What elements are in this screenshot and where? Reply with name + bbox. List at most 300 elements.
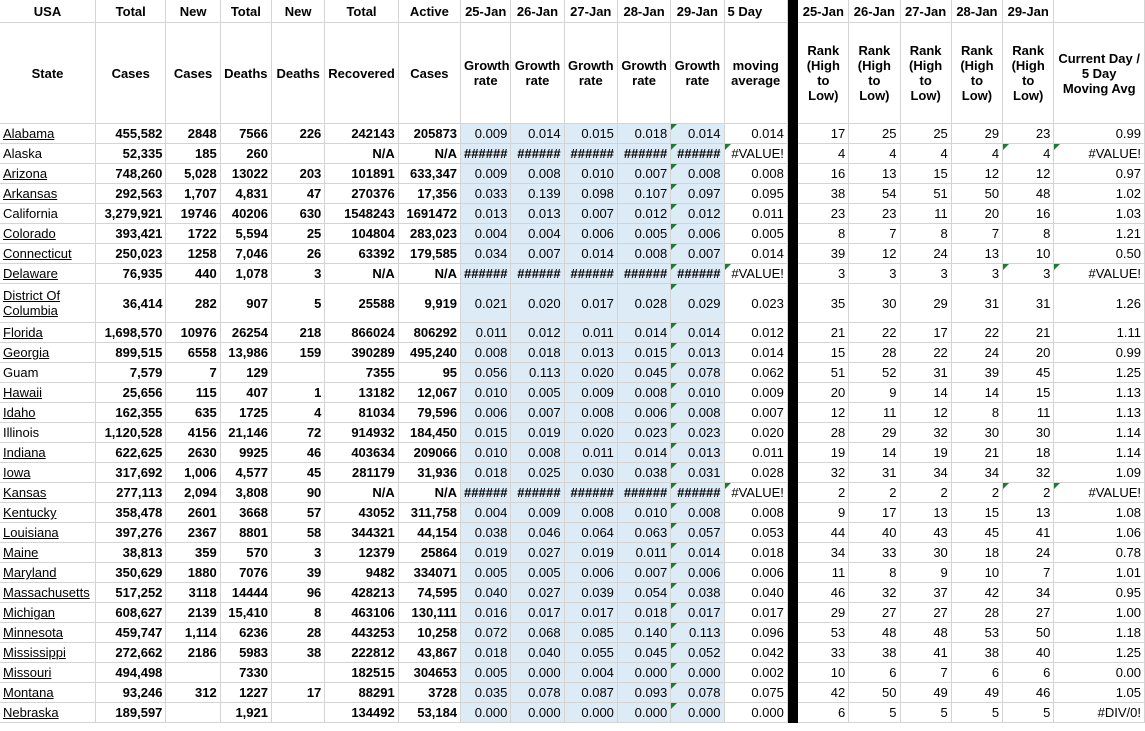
header-cell[interactable]: Growth rate — [617, 23, 670, 124]
data-cell[interactable]: 0.002 — [724, 663, 787, 683]
data-cell[interactable]: 0.014 — [617, 323, 670, 343]
data-cell[interactable]: 312 — [166, 683, 220, 703]
data-cell[interactable]: 1.03 — [1054, 204, 1145, 224]
data-cell[interactable]: 0.007 — [511, 244, 564, 264]
data-cell[interactable]: 1.25 — [1054, 363, 1145, 383]
data-cell[interactable]: #VALUE! — [1054, 264, 1145, 284]
data-cell[interactable]: N/A — [398, 483, 460, 503]
data-cell[interactable]: 25588 — [325, 284, 398, 323]
data-cell[interactable]: 390289 — [325, 343, 398, 363]
data-cell[interactable]: 0.00 — [1054, 663, 1145, 683]
data-cell[interactable]: 0.017 — [511, 603, 564, 623]
state-link[interactable]: Connecticut — [3, 246, 72, 261]
data-cell[interactable]: 7 — [951, 224, 1002, 244]
data-cell[interactable]: 0.005 — [511, 563, 564, 583]
data-cell[interactable]: 63392 — [325, 244, 398, 264]
data-cell[interactable]: 72 — [272, 423, 325, 443]
data-cell[interactable]: 96 — [272, 583, 325, 603]
data-cell[interactable]: 22 — [900, 343, 951, 363]
data-cell[interactable]: 0.031 — [671, 463, 724, 483]
data-cell[interactable]: 0.008 — [564, 503, 617, 523]
data-cell[interactable]: 12 — [1003, 164, 1054, 184]
state-link[interactable]: Georgia — [3, 345, 50, 360]
data-cell[interactable]: 242143 — [325, 124, 398, 144]
data-cell[interactable]: 7,579 — [96, 363, 166, 383]
data-cell[interactable]: 2 — [951, 483, 1002, 503]
header-cell[interactable]: Growth rate — [564, 23, 617, 124]
state-link[interactable]: Hawaii — [3, 385, 43, 400]
data-cell[interactable]: 0.014 — [671, 543, 724, 563]
data-cell[interactable]: 3118 — [166, 583, 220, 603]
data-cell[interactable]: 1,078 — [220, 264, 271, 284]
data-cell[interactable]: 0.008 — [461, 343, 511, 363]
data-cell[interactable]: 1691472 — [398, 204, 460, 224]
data-cell[interactable]: 0.013 — [671, 443, 724, 463]
data-cell[interactable]: 6 — [798, 703, 848, 723]
data-cell[interactable]: 311,758 — [398, 503, 460, 523]
data-cell[interactable]: 5 — [272, 284, 325, 323]
state-link[interactable]: Maine — [3, 545, 39, 560]
data-cell[interactable]: 0.025 — [511, 463, 564, 483]
data-cell[interactable]: 5,028 — [166, 164, 220, 184]
data-cell[interactable]: 0.013 — [564, 343, 617, 363]
data-cell[interactable]: 0.096 — [724, 623, 787, 643]
data-cell[interactable]: 34 — [900, 463, 951, 483]
data-cell[interactable]: ###### — [564, 144, 617, 164]
data-cell[interactable]: 27 — [849, 603, 900, 623]
data-cell[interactable]: 95 — [398, 363, 460, 383]
state-cell[interactable] — [0, 224, 96, 244]
data-cell[interactable]: 0.019 — [461, 543, 511, 563]
data-cell[interactable]: 1.14 — [1054, 423, 1145, 443]
data-cell[interactable]: 3 — [272, 264, 325, 284]
data-cell[interactable]: 2 — [798, 483, 848, 503]
data-cell[interactable] — [272, 663, 325, 683]
data-cell[interactable]: 12,067 — [398, 383, 460, 403]
data-cell[interactable]: 443253 — [325, 623, 398, 643]
data-cell[interactable]: 189,597 — [96, 703, 166, 723]
data-cell[interactable]: 334071 — [398, 563, 460, 583]
data-cell[interactable]: 10,258 — [398, 623, 460, 643]
data-cell[interactable]: 31 — [849, 463, 900, 483]
data-cell[interactable]: 272,662 — [96, 643, 166, 663]
data-cell[interactable]: ###### — [617, 264, 670, 284]
data-cell[interactable]: 6 — [1003, 663, 1054, 683]
data-cell[interactable]: 5983 — [220, 643, 271, 663]
data-cell[interactable]: 50 — [849, 683, 900, 703]
data-cell[interactable]: 0.042 — [724, 643, 787, 663]
data-cell[interactable]: 0.097 — [671, 184, 724, 204]
data-cell[interactable]: 50 — [951, 184, 1002, 204]
data-cell[interactable]: 0.019 — [511, 423, 564, 443]
data-cell[interactable]: 0.005 — [617, 224, 670, 244]
data-cell[interactable]: ###### — [461, 264, 511, 284]
data-cell[interactable]: 134492 — [325, 703, 398, 723]
data-cell[interactable]: 0.034 — [461, 244, 511, 264]
data-cell[interactable]: 0.014 — [671, 124, 724, 144]
data-cell[interactable]: 35 — [798, 284, 848, 323]
state-cell[interactable] — [0, 623, 96, 643]
data-cell[interactable]: 0.027 — [511, 583, 564, 603]
data-cell[interactable]: 0.005 — [511, 383, 564, 403]
header-cell[interactable]: Rank (High to Low) — [900, 23, 951, 124]
data-cell[interactable]: 9925 — [220, 443, 271, 463]
data-cell[interactable]: 4 — [1003, 144, 1054, 164]
data-cell[interactable]: 0.011 — [564, 443, 617, 463]
data-cell[interactable]: 23 — [798, 204, 848, 224]
data-cell[interactable] — [166, 703, 220, 723]
state-cell[interactable] — [0, 403, 96, 423]
data-cell[interactable]: 21 — [951, 443, 1002, 463]
data-cell[interactable]: 0.004 — [461, 224, 511, 244]
data-cell[interactable]: 3 — [272, 543, 325, 563]
data-cell[interactable]: 1.13 — [1054, 383, 1145, 403]
data-cell[interactable]: 0.000 — [511, 663, 564, 683]
data-cell[interactable]: 0.011 — [461, 323, 511, 343]
data-cell[interactable]: 3 — [798, 264, 848, 284]
data-cell[interactable]: 5 — [951, 703, 1002, 723]
header-cell[interactable]: 5 Day — [724, 0, 787, 23]
state-cell[interactable] — [0, 563, 96, 583]
state-cell[interactable] — [0, 463, 96, 483]
data-cell[interactable]: 31 — [951, 284, 1002, 323]
data-cell[interactable]: 9482 — [325, 563, 398, 583]
data-cell[interactable]: 0.028 — [724, 463, 787, 483]
data-cell[interactable]: 0.038 — [461, 523, 511, 543]
data-cell[interactable]: 0.013 — [461, 204, 511, 224]
data-cell[interactable]: 2601 — [166, 503, 220, 523]
header-cell[interactable]: New — [272, 0, 325, 23]
data-cell[interactable]: 54 — [849, 184, 900, 204]
data-cell[interactable]: ###### — [564, 264, 617, 284]
header-cell[interactable]: Growth rate — [511, 23, 564, 124]
data-cell[interactable]: 1.08 — [1054, 503, 1145, 523]
data-cell[interactable]: 0.052 — [671, 643, 724, 663]
data-cell[interactable]: 4 — [272, 403, 325, 423]
data-cell[interactable]: 101891 — [325, 164, 398, 184]
data-cell[interactable]: 1258 — [166, 244, 220, 264]
header-cell[interactable]: Deaths — [220, 23, 271, 124]
data-cell[interactable]: 1.18 — [1054, 623, 1145, 643]
header-cell[interactable]: moving average — [724, 23, 787, 124]
data-cell[interactable]: 23 — [849, 204, 900, 224]
data-cell[interactable]: ###### — [617, 144, 670, 164]
data-cell[interactable]: 25864 — [398, 543, 460, 563]
data-cell[interactable]: ###### — [671, 144, 724, 164]
data-cell[interactable]: 0.056 — [461, 363, 511, 383]
state-cell[interactable] — [0, 184, 96, 204]
data-cell[interactable]: 0.014 — [511, 124, 564, 144]
data-cell[interactable]: 0.008 — [617, 383, 670, 403]
data-cell[interactable]: 3668 — [220, 503, 271, 523]
data-cell[interactable]: 0.113 — [671, 623, 724, 643]
header-cell[interactable]: New — [166, 0, 220, 23]
data-cell[interactable]: 93,246 — [96, 683, 166, 703]
data-cell[interactable]: 899,515 — [96, 343, 166, 363]
data-cell[interactable]: 23 — [1003, 124, 1054, 144]
data-cell[interactable]: 0.020 — [564, 363, 617, 383]
state-cell[interactable] — [0, 643, 96, 663]
data-cell[interactable]: #VALUE! — [1054, 483, 1145, 503]
data-cell[interactable]: 6 — [951, 663, 1002, 683]
data-cell[interactable]: 1722 — [166, 224, 220, 244]
data-cell[interactable]: 0.014 — [724, 244, 787, 264]
data-cell[interactable]: 494,498 — [96, 663, 166, 683]
data-cell[interactable]: 11 — [798, 563, 848, 583]
data-cell[interactable]: 58 — [272, 523, 325, 543]
data-cell[interactable]: 13182 — [325, 383, 398, 403]
data-cell[interactable]: 0.021 — [461, 284, 511, 323]
data-cell[interactable]: 18 — [951, 543, 1002, 563]
state-cell[interactable] — [0, 663, 96, 683]
data-cell[interactable]: 570 — [220, 543, 271, 563]
data-cell[interactable]: 0.023 — [617, 423, 670, 443]
data-cell[interactable]: 1.14 — [1054, 443, 1145, 463]
data-cell[interactable]: 428213 — [325, 583, 398, 603]
data-cell[interactable]: 0.008 — [724, 164, 787, 184]
header-cell[interactable]: Total — [220, 0, 271, 23]
data-cell[interactable]: N/A — [325, 144, 398, 164]
data-cell[interactable]: 17 — [849, 503, 900, 523]
data-cell[interactable]: 282 — [166, 284, 220, 323]
data-cell[interactable]: 0.006 — [617, 403, 670, 423]
data-cell[interactable]: 53 — [951, 623, 1002, 643]
data-cell[interactable]: 7330 — [220, 663, 271, 683]
data-cell[interactable]: 0.014 — [617, 443, 670, 463]
data-cell[interactable]: 0.045 — [617, 643, 670, 663]
data-cell[interactable]: 358,478 — [96, 503, 166, 523]
data-cell[interactable]: 49 — [900, 683, 951, 703]
data-cell[interactable]: 1.09 — [1054, 463, 1145, 483]
data-cell[interactable]: 14 — [849, 443, 900, 463]
header-cell[interactable]: 26-Jan — [849, 0, 900, 23]
data-cell[interactable]: 28 — [951, 603, 1002, 623]
state-cell[interactable] — [0, 543, 96, 563]
data-cell[interactable]: 11 — [900, 204, 951, 224]
data-cell[interactable]: 184,450 — [398, 423, 460, 443]
data-cell[interactable]: #VALUE! — [724, 144, 787, 164]
data-cell[interactable]: 495,240 — [398, 343, 460, 363]
data-cell[interactable]: 53 — [798, 623, 848, 643]
data-cell[interactable]: 39 — [798, 244, 848, 264]
data-cell[interactable]: 90 — [272, 483, 325, 503]
header-cell[interactable]: State — [0, 23, 96, 124]
data-cell[interactable]: 0.006 — [724, 563, 787, 583]
data-cell[interactable]: 12 — [798, 403, 848, 423]
data-cell[interactable]: 162,355 — [96, 403, 166, 423]
header-cell[interactable]: Growth rate — [461, 23, 511, 124]
data-cell[interactable]: ###### — [461, 144, 511, 164]
data-cell[interactable]: 633,347 — [398, 164, 460, 184]
header-cell[interactable]: 29-Jan — [1003, 0, 1054, 23]
data-cell[interactable]: ###### — [564, 483, 617, 503]
data-cell[interactable]: 463106 — [325, 603, 398, 623]
data-cell[interactable]: 0.011 — [564, 323, 617, 343]
header-cell[interactable]: Cases — [398, 23, 460, 124]
data-cell[interactable]: 0.011 — [724, 204, 787, 224]
data-cell[interactable]: 0.035 — [461, 683, 511, 703]
data-cell[interactable]: 0.014 — [724, 124, 787, 144]
data-cell[interactable]: 11 — [1003, 403, 1054, 423]
header-cell[interactable]: 27-Jan — [564, 0, 617, 23]
data-cell[interactable]: 12 — [900, 403, 951, 423]
data-cell[interactable]: 13 — [900, 503, 951, 523]
data-cell[interactable]: 0.068 — [511, 623, 564, 643]
header-cell[interactable]: 25-Jan — [461, 0, 511, 23]
state-link[interactable]: Florida — [3, 325, 43, 340]
data-cell[interactable]: 43,867 — [398, 643, 460, 663]
data-cell[interactable]: 25 — [849, 124, 900, 144]
data-cell[interactable]: 51 — [900, 184, 951, 204]
data-cell[interactable]: 748,260 — [96, 164, 166, 184]
data-cell[interactable]: 0.006 — [671, 563, 724, 583]
data-cell[interactable]: 1.21 — [1054, 224, 1145, 244]
data-cell[interactable]: 3 — [900, 264, 951, 284]
header-cell[interactable] — [1054, 0, 1145, 23]
data-cell[interactable]: 34 — [798, 543, 848, 563]
data-cell[interactable]: 1,707 — [166, 184, 220, 204]
data-cell[interactable]: 22 — [849, 323, 900, 343]
data-cell[interactable]: ###### — [617, 483, 670, 503]
data-cell[interactable]: 317,692 — [96, 463, 166, 483]
data-cell[interactable]: 1.26 — [1054, 284, 1145, 323]
data-cell[interactable]: 179,585 — [398, 244, 460, 264]
data-cell[interactable]: 5 — [1003, 703, 1054, 723]
data-cell[interactable]: 0.009 — [511, 503, 564, 523]
data-cell[interactable]: 51 — [798, 363, 848, 383]
header-cell[interactable]: Rank (High to Low) — [951, 23, 1002, 124]
state-link[interactable]: Maryland — [3, 565, 57, 580]
header-cell[interactable]: Total — [96, 0, 166, 23]
state-link[interactable]: Montana — [3, 685, 54, 700]
data-cell[interactable]: 0.007 — [511, 403, 564, 423]
data-cell[interactable]: 0.009 — [461, 164, 511, 184]
state-cell[interactable] — [0, 144, 96, 164]
data-cell[interactable]: 0.010 — [671, 383, 724, 403]
data-cell[interactable]: 0.004 — [511, 224, 564, 244]
data-cell[interactable]: N/A — [398, 264, 460, 284]
state-cell[interactable] — [0, 164, 96, 184]
data-cell[interactable]: 2630 — [166, 443, 220, 463]
data-cell[interactable]: 2 — [849, 483, 900, 503]
data-cell[interactable]: 2 — [1003, 483, 1054, 503]
data-cell[interactable]: 5 — [849, 703, 900, 723]
data-cell[interactable]: 11 — [849, 403, 900, 423]
data-cell[interactable]: 0.075 — [724, 683, 787, 703]
data-cell[interactable]: 25 — [900, 124, 951, 144]
data-cell[interactable]: 10976 — [166, 323, 220, 343]
data-cell[interactable]: 130,111 — [398, 603, 460, 623]
data-cell[interactable]: 9 — [900, 563, 951, 583]
data-cell[interactable]: 129 — [220, 363, 271, 383]
data-cell[interactable]: 1.01 — [1054, 563, 1145, 583]
data-cell[interactable]: 0.014 — [724, 343, 787, 363]
data-cell[interactable]: 0.098 — [564, 184, 617, 204]
data-cell[interactable] — [272, 144, 325, 164]
data-cell[interactable]: 30 — [951, 423, 1002, 443]
data-cell[interactable]: 0.017 — [564, 284, 617, 323]
data-cell[interactable]: 24 — [951, 343, 1002, 363]
header-cell[interactable]: 28-Jan — [617, 0, 670, 23]
data-cell[interactable]: 281179 — [325, 463, 398, 483]
data-cell[interactable]: 250,023 — [96, 244, 166, 264]
data-cell[interactable]: 40 — [849, 523, 900, 543]
state-cell[interactable] — [0, 483, 96, 503]
data-cell[interactable]: 0.007 — [617, 563, 670, 583]
data-cell[interactable]: 0.027 — [511, 543, 564, 563]
data-cell[interactable]: 8 — [272, 603, 325, 623]
data-cell[interactable]: 0.008 — [511, 164, 564, 184]
data-cell[interactable]: 866024 — [325, 323, 398, 343]
data-cell[interactable]: 17 — [900, 323, 951, 343]
data-cell[interactable]: 0.018 — [617, 124, 670, 144]
data-cell[interactable]: 0.014 — [671, 323, 724, 343]
data-cell[interactable]: 31 — [1003, 284, 1054, 323]
data-cell[interactable]: 0.020 — [724, 423, 787, 443]
data-cell[interactable]: 14 — [900, 383, 951, 403]
data-cell[interactable]: 46 — [798, 583, 848, 603]
data-cell[interactable]: 0.008 — [617, 244, 670, 264]
data-cell[interactable]: 0.95 — [1054, 583, 1145, 603]
data-cell[interactable]: 0.012 — [511, 323, 564, 343]
data-cell[interactable]: ###### — [671, 264, 724, 284]
header-cell[interactable]: Growth rate — [671, 23, 724, 124]
data-cell[interactable]: 88291 — [325, 683, 398, 703]
data-cell[interactable]: 7 — [166, 363, 220, 383]
data-cell[interactable]: 0.010 — [617, 503, 670, 523]
data-cell[interactable]: 29 — [798, 603, 848, 623]
data-cell[interactable]: 45 — [1003, 363, 1054, 383]
data-cell[interactable]: 12 — [849, 244, 900, 264]
data-cell[interactable]: 1,921 — [220, 703, 271, 723]
data-cell[interactable]: 28 — [272, 623, 325, 643]
data-cell[interactable]: 0.014 — [564, 244, 617, 264]
data-cell[interactable]: 0.020 — [511, 284, 564, 323]
header-cell[interactable]: Cases — [96, 23, 166, 124]
state-link[interactable]: Colorado — [3, 226, 56, 241]
state-link[interactable]: Kansas — [3, 485, 47, 500]
state-cell[interactable] — [0, 583, 96, 603]
data-cell[interactable]: 0.012 — [724, 323, 787, 343]
data-cell[interactable]: 1,006 — [166, 463, 220, 483]
data-cell[interactable]: 407 — [220, 383, 271, 403]
data-cell[interactable]: 1.25 — [1054, 643, 1145, 663]
data-cell[interactable]: #VALUE! — [724, 264, 787, 284]
data-cell[interactable]: 1.06 — [1054, 523, 1145, 543]
data-cell[interactable]: 43 — [900, 523, 951, 543]
data-cell[interactable]: 0.107 — [617, 184, 670, 204]
data-cell[interactable]: 13,986 — [220, 343, 271, 363]
data-cell[interactable]: 5,594 — [220, 224, 271, 244]
state-cell[interactable] — [0, 603, 96, 623]
data-cell[interactable]: 8 — [798, 224, 848, 244]
data-cell[interactable]: 21 — [798, 323, 848, 343]
state-cell[interactable] — [0, 703, 96, 723]
data-cell[interactable]: ###### — [511, 264, 564, 284]
data-cell[interactable]: #VALUE! — [1054, 144, 1145, 164]
data-cell[interactable]: 0.008 — [671, 503, 724, 523]
data-cell[interactable]: 0.000 — [671, 703, 724, 723]
data-cell[interactable]: 0.000 — [564, 703, 617, 723]
header-cell[interactable]: 26-Jan — [511, 0, 564, 23]
state-link[interactable]: Alabama — [3, 126, 55, 141]
state-link[interactable]: Kentucky — [3, 505, 57, 520]
data-cell[interactable] — [272, 363, 325, 383]
data-cell[interactable]: 50 — [1003, 623, 1054, 643]
data-cell[interactable]: 30 — [849, 284, 900, 323]
data-cell[interactable]: 6236 — [220, 623, 271, 643]
data-cell[interactable]: 8 — [1003, 224, 1054, 244]
